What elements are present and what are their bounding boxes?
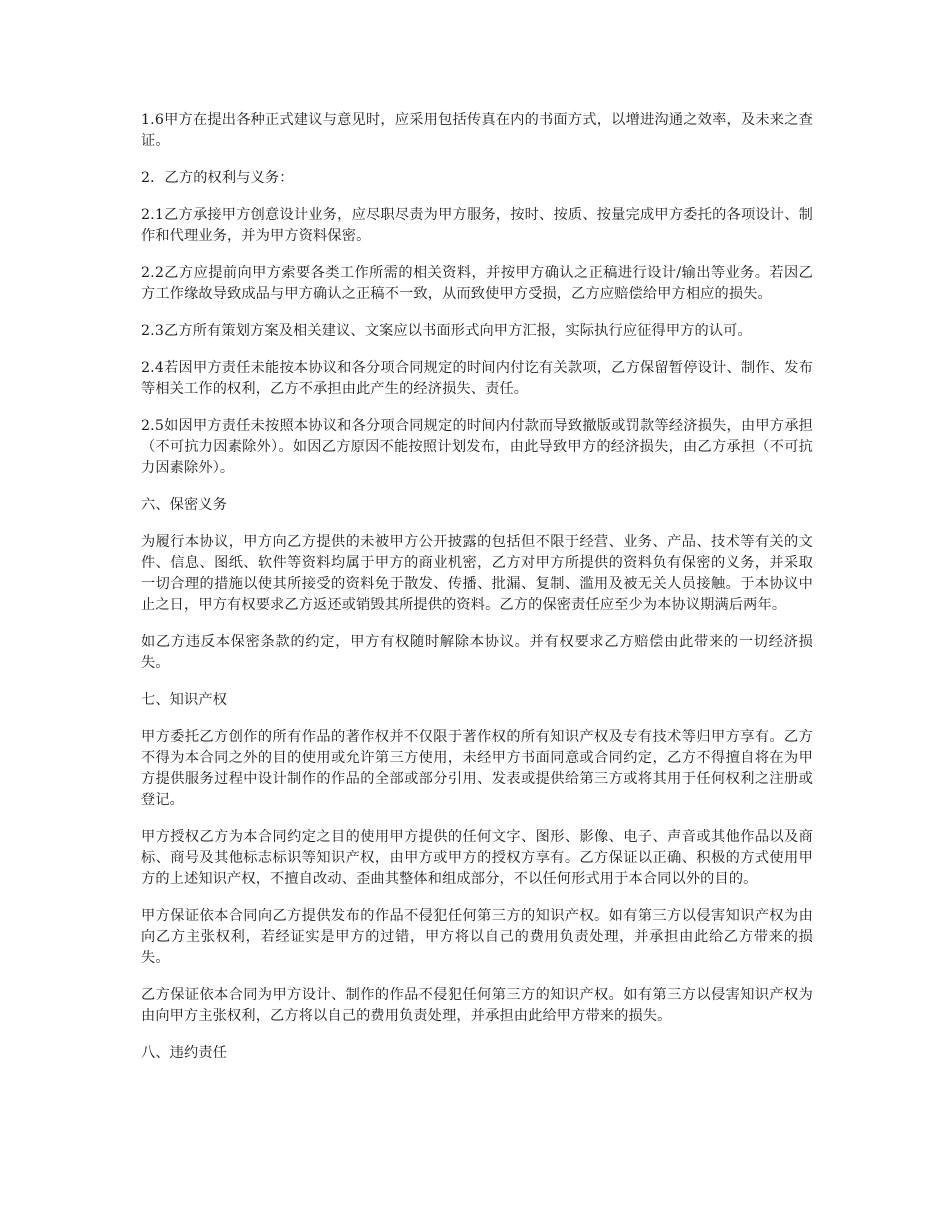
confidentiality-paragraph-1: 为履行本协议，甲方向乙方提供的未被甲方公开披露的包括但不限于经营、业务、产品、技术等有关的文件、信息、图纸、软件等资料均属于甲方的商业机密，乙方对甲方所提供的资料负有保密的义务，并采取一切合理的措施以使其所接受的资料免于散发、传播、批漏、复制、滥用及被无关人员接触。于本协议中止之日，甲方有权要求乙方返还或销毁其所提供的资料。乙方的保密责任应至少为本协议期满后两年。 bbox=[141, 534, 813, 613]
clause-2-1: 2.1乙方承接甲方创意设计业务，应尽职尽责为甲方服务，按时、按质、按量完成甲方委托的各项设计、制作和代理业务，并为甲方资料保密。 bbox=[141, 207, 813, 244]
clause-1-6: 1.6甲方在提出各种正式建议与意见时，应采用包括传真在内的书面方式，以增进沟通之效率，及未来之查证。 bbox=[141, 112, 813, 149]
section-7-heading: 七、知识产权 bbox=[141, 692, 228, 708]
clause-2-5: 2.5如因甲方责任未按照本协议和各分项合同规定的时间内付款而导致撤版或罚款等经济损失，由甲方承担（不可抗力因素除外）。如因乙方原因不能按照计划发布，由此导致甲方的经济损失，由乙方承担（不可抗力因素除外）。 bbox=[141, 418, 813, 476]
ip-paragraph-2: 甲方授权乙方为本合同约定之目的使用甲方提供的任何文字、图形、影像、电子、声音或其他作品以及商标、商号及其他标志标识等知识产权，由甲方或甲方的授权方享有。乙方保证以正确、积极的方式使用甲方的上述知识产权，不擅自改动、歪曲其整体和组成部分，不以任何形式用于本合同以外的目的。 bbox=[141, 829, 813, 887]
ip-paragraph-4: 乙方保证依本合同为甲方设计、制作的作品不侵犯任何第三方的知识产权。如有第三方以侵害知识产权为由向甲方主张权利，乙方将以自己的费用负责处理，并承担由此给甲方带来的损失。 bbox=[141, 987, 813, 1024]
document-body bbox=[141, 110, 813, 1080]
section-8-heading: 八、违约责任 bbox=[141, 1045, 228, 1061]
section-2-heading: 2．乙方的权利与义务： bbox=[141, 170, 294, 186]
confidentiality-paragraph-2: 如乙方违反本保密条款的约定，甲方有权随时解除本协议。并有权要求乙方赔偿由此带来的一切经济损失。 bbox=[141, 634, 813, 671]
clause-2-2: 2.2乙方应提前向甲方索要各类工作所需的相关资料，并按甲方确认之正稿进行设计/输出等业务。若因乙方工作缘故导致成品与甲方确认之正稿不一致，从而致使甲方受损，乙方应赔偿给甲方相应的损失。 bbox=[141, 265, 813, 302]
ip-paragraph-1: 甲方委托乙方创作的所有作品的著作权并不仅限于著作权的所有知识产权及专有技术等归甲方享有。乙方不得为本合同之外的目的使用或允许第三方使用，未经甲方书面同意或合同约定，乙方不得擅自将在为甲方提供服务过程中设计制作的作品的全部或部分引用、发表或提供给第三方或将其用于任何权利之注册或登记。 bbox=[141, 729, 813, 808]
clause-2-4: 2.4若因甲方责任未能按本协议和各分项合同规定的时间内付讫有关款项，乙方保留暂停设计、制作、发布等相关工作的权利，乙方不承担由此产生的经济损失、责任。 bbox=[141, 360, 813, 397]
ip-paragraph-3: 甲方保证依本合同向乙方提供发布的作品不侵犯任何第三方的知识产权。如有第三方以侵害知识产权为由向乙方主张权利，若经证实是甲方的过错，甲方将以自己的费用负责处理，并承担由此给乙方带来的损失。 bbox=[141, 908, 813, 966]
section-6-heading: 六、保密义务 bbox=[141, 497, 228, 513]
clause-2-3: 2.3乙方所有策划方案及相关建议、文案应以书面形式向甲方汇报，实际执行应征得甲方的认可。 bbox=[141, 323, 752, 339]
